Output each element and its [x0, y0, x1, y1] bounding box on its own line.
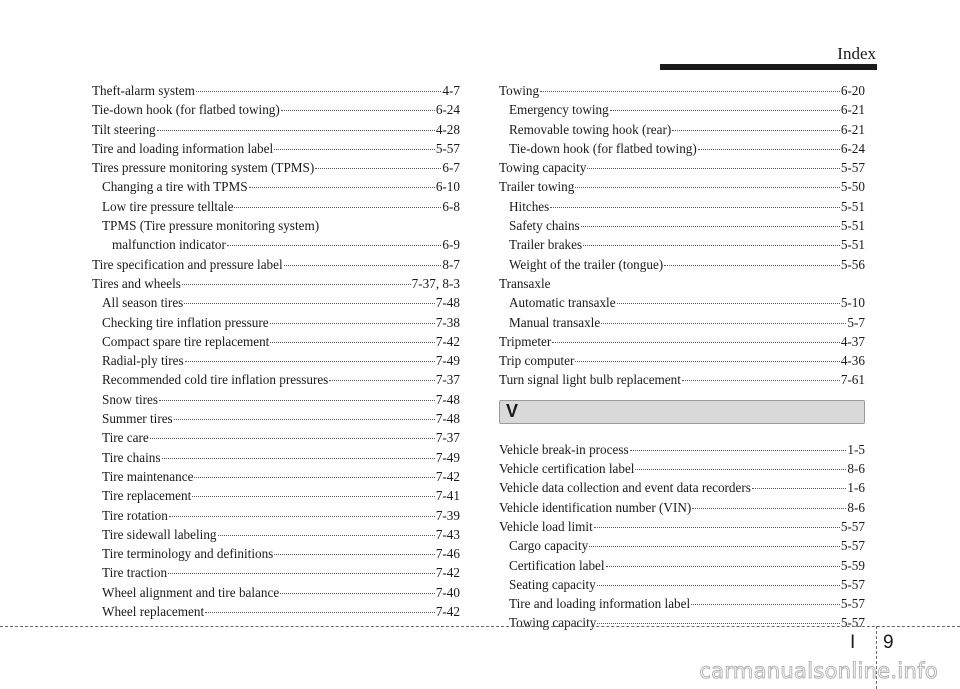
index-entry-label: Tire maintenance [102, 468, 194, 484]
dot-leader [630, 450, 847, 451]
index-entry-page: 7-38 [435, 314, 460, 330]
index-entry-page: 5-51 [840, 218, 865, 234]
index-entry-page: 1-5 [847, 441, 865, 457]
index-entry-page: 5-10 [840, 295, 865, 311]
dot-leader [617, 303, 840, 304]
index-entry-page: 5-59 [840, 557, 865, 573]
dot-leader [169, 516, 435, 517]
index-entry-label: Tire traction [102, 565, 168, 581]
index-entry-label: Towing capacity [499, 160, 587, 176]
index-entry-page: 6-20 [840, 83, 865, 98]
watermark: carmanualsonline.info [699, 659, 938, 683]
index-entry-page: 7-42 [435, 333, 460, 349]
index-entry-label: Tie-down hook (for flatbed towing) [92, 102, 280, 118]
dot-leader [587, 168, 839, 169]
dot-leader [185, 361, 435, 362]
index-entry [92, 274, 460, 293]
dot-leader [594, 527, 840, 528]
dot-leader [194, 477, 434, 478]
index-entry [499, 100, 865, 119]
index-entry-page: 5-50 [840, 179, 865, 195]
index-entry-label: Low tire pressure telltale [102, 198, 234, 214]
index-entry-label: Trailer towing [499, 179, 575, 195]
index-entry [92, 428, 460, 447]
index-entry-page: 6-21 [840, 102, 865, 118]
index-entry [92, 486, 460, 505]
index-entry [499, 370, 865, 389]
dot-leader [192, 496, 435, 497]
dot-leader [150, 438, 435, 439]
index-entry-label: Emergency towing [509, 102, 609, 118]
index-entry-label: Hitches [509, 198, 550, 214]
index-entry [499, 255, 865, 274]
index-entry-page: 6-7 [442, 160, 460, 176]
index-group-v [499, 440, 865, 633]
index-entry [92, 370, 460, 389]
dot-leader [589, 546, 840, 547]
index-entry-label: Tire terminology and definitions [102, 546, 274, 562]
dot-leader [205, 612, 435, 613]
index-entry-page: 4-36 [840, 353, 865, 369]
index-entry [499, 440, 865, 459]
dot-leader [635, 469, 846, 470]
index-entry [499, 235, 865, 254]
index-entry-label: Tire sidewall labeling [102, 526, 217, 542]
index-entry [92, 255, 460, 274]
index-entry-page: 6-21 [840, 121, 865, 137]
index-entry [92, 158, 460, 177]
dot-leader [274, 149, 435, 150]
index-entry-page: 7-37, 8-3 [411, 275, 460, 291]
index-entry [92, 525, 460, 544]
index-entry: TPMS (Tire pressure monitoring system) [102, 218, 320, 234]
index-entry [92, 409, 460, 428]
dot-leader [552, 342, 840, 343]
index-entry-label: All season tires [102, 295, 184, 311]
index-entry-page: 6-24 [840, 140, 865, 156]
index-entry-page: 7-37 [435, 372, 460, 388]
index-entry-label: Changing a tire with TPMS [102, 179, 248, 195]
index-entry-page: 7-48 [435, 295, 460, 311]
index-entry [92, 583, 460, 602]
index-entry-page: 5-57 [840, 596, 865, 612]
index-entry-page: 8-6 [847, 499, 865, 515]
index-entry-page: 4-37 [840, 333, 865, 349]
index-entry-label: Compact spare tire replacement [102, 333, 270, 349]
index-entry [499, 478, 865, 497]
footer-page-number: 9 [883, 632, 894, 653]
dot-leader [162, 458, 435, 459]
index-entry [92, 81, 460, 100]
index-entry [92, 100, 460, 119]
dot-leader [196, 91, 442, 92]
dot-leader [691, 604, 840, 605]
index-entry [499, 158, 865, 177]
dot-leader [575, 361, 839, 362]
index-entry-page: 7-42 [435, 468, 460, 484]
index-entry-page: 6-9 [442, 237, 460, 253]
index-entry-page: 5-57 [840, 615, 865, 631]
dot-leader [315, 168, 441, 169]
index-entry-label: Cargo capacity [509, 538, 589, 554]
index-entry-label: Safety chains [509, 218, 580, 234]
index-entry-label: Vehicle identification number (VIN) [499, 499, 692, 515]
index-entry-page: 6-10 [435, 179, 460, 195]
index-entry [92, 332, 460, 351]
dot-leader [227, 245, 442, 246]
index-entry [92, 197, 460, 216]
index-entry-label: Certification label [509, 557, 605, 573]
index-entry [92, 120, 460, 139]
index-entry-page: 7-42 [435, 565, 460, 581]
index-entry-page: 7-49 [435, 353, 460, 369]
index-entry-label: Removable towing hook (rear) [509, 121, 672, 137]
index-group-t [499, 81, 865, 390]
dot-leader [249, 187, 435, 188]
index-entry-page: 7-42 [435, 604, 460, 620]
index-entry-page: 6-24 [435, 102, 460, 118]
index-entry [499, 498, 865, 517]
index-entry [92, 602, 460, 621]
index-entry [92, 506, 460, 525]
index-entry-label: Tie-down hook (for flatbed towing) [509, 140, 697, 156]
index-entry [92, 351, 460, 370]
index-entry-page: 7-41 [435, 488, 460, 504]
dot-leader [610, 110, 840, 111]
index-entry [499, 81, 865, 100]
index-entry [499, 536, 865, 555]
index-entry [499, 313, 865, 332]
index-entry-label: Tire chains [102, 449, 161, 465]
index-entry-label: Weight of the trailer (tongue) [509, 256, 664, 272]
index-entry-label: Automatic transaxle [509, 295, 616, 311]
index-entry [499, 120, 865, 139]
index-entry [499, 177, 865, 196]
dot-leader [157, 130, 435, 131]
index-entry-label: Vehicle break-in process [499, 441, 629, 457]
index-entry-label: Manual transaxle [509, 314, 601, 330]
dot-leader [270, 342, 434, 343]
dot-leader [174, 419, 435, 420]
index-entry [499, 517, 865, 536]
index-entry-page: 7-49 [435, 449, 460, 465]
index-entry-label: Tire replacement [102, 488, 192, 504]
index-entry-page: 7-61 [840, 372, 865, 388]
index-entry [92, 235, 460, 254]
index-entry-page: 7-37 [435, 430, 460, 446]
index-entry [499, 556, 865, 575]
page-header-title: Index [837, 44, 876, 63]
section-letter: V [506, 401, 519, 422]
index-entry-label: Seating capacity [509, 576, 596, 592]
index-entry [499, 216, 865, 235]
dot-leader [550, 207, 840, 208]
index-entry [499, 197, 865, 216]
dot-leader [540, 91, 840, 92]
dot-leader [597, 623, 839, 624]
index-entry-label: Tilt steering [92, 121, 156, 137]
index-entry-page: 5-57 [840, 160, 865, 176]
dot-leader [270, 323, 435, 324]
index-entry-label: Theft-alarm system [92, 83, 195, 98]
index-entry [92, 467, 460, 486]
index-entry-page: 5-51 [840, 198, 865, 214]
index-entry-label: Tire specification and pressure label [92, 256, 283, 272]
section-letter-box [499, 400, 865, 424]
dot-leader [682, 380, 840, 381]
index-entry-label: Summer tires [102, 411, 173, 427]
index-entry-label: Tires pressure monitoring system (TPMS) [92, 160, 315, 176]
index-entry-label: Snow tires [102, 391, 159, 407]
index-entry-page: 7-46 [435, 546, 460, 562]
index-entry-page: 4-7 [442, 83, 460, 98]
index-entry-label: Trailer brakes [509, 237, 583, 253]
index-entry-page: 7-40 [435, 584, 460, 600]
index-entry-label: Wheel replacement [102, 604, 205, 620]
index-entry-page: 7-39 [435, 507, 460, 523]
index-entry [499, 293, 865, 312]
dot-leader [182, 284, 411, 285]
index-entry [92, 139, 460, 158]
index-entry [499, 459, 865, 478]
index-entry-label: Vehicle certification label [499, 461, 635, 477]
index-entry-label: Towing capacity [509, 615, 597, 631]
index-entry [499, 575, 865, 594]
index-entry [499, 613, 865, 632]
index-entry-label: Vehicle data collection and event data recorders [499, 480, 751, 496]
index-entry-page: 5-57 [840, 538, 865, 554]
dot-leader [752, 488, 847, 489]
dot-leader [284, 265, 442, 266]
index-entry [92, 390, 460, 409]
index-entry [92, 293, 460, 312]
index-entry-label: malfunction indicator [112, 237, 226, 253]
index-entry [92, 448, 460, 467]
index-entry [499, 332, 865, 351]
index-entry-label: Radial-ply tires [102, 353, 184, 369]
index-entry [92, 313, 460, 332]
index-entry-label: Recommended cold tire inflation pressures [102, 372, 329, 388]
index-entry [499, 351, 865, 370]
dot-leader [575, 187, 839, 188]
dot-leader [597, 585, 840, 586]
dot-leader [168, 573, 435, 574]
dot-leader [601, 323, 846, 324]
dot-leader [234, 207, 441, 208]
index-entry [499, 594, 865, 613]
index-entry-label: Tire rotation [102, 507, 168, 523]
dot-leader [218, 535, 435, 536]
dot-leader [672, 130, 840, 131]
dot-leader [329, 380, 434, 381]
index-entry [92, 544, 460, 563]
index-entry-page: 1-6 [847, 480, 865, 496]
footer-section-label: I [850, 632, 856, 653]
index-entry-label: Trip computer [499, 353, 575, 369]
index-entry-label: Tires and wheels [92, 275, 181, 291]
index-entry-page: 5-57 [840, 518, 865, 534]
index-entry: Transaxle [499, 275, 551, 291]
index-entry-label: Tripmeter [499, 333, 552, 349]
dot-leader [606, 566, 840, 567]
dot-leader [280, 593, 435, 594]
index-entry [92, 563, 460, 582]
index-entry-page: 5-7 [847, 314, 865, 330]
dot-leader [698, 149, 840, 150]
index-column-left [92, 81, 460, 621]
index-entry-page: 8-7 [442, 256, 460, 272]
index-entry-label: Checking tire inflation pressure [102, 314, 269, 330]
index-entry-page: 6-8 [442, 198, 460, 214]
index-entry [92, 177, 460, 196]
header-bar [660, 64, 877, 70]
index-entry-page: 7-48 [435, 391, 460, 407]
index-entry-label: Tire and loading information label [509, 596, 691, 612]
index-entry-page: 5-57 [435, 140, 460, 156]
index-column-right [499, 81, 865, 633]
index-entry-label: Vehicle load limit [499, 518, 593, 534]
index-entry-page: 7-43 [435, 526, 460, 542]
index-entry [499, 139, 865, 158]
index-entry-label: Turn signal light bulb replacement [499, 372, 681, 388]
footer-divider [0, 626, 960, 627]
dot-leader [692, 508, 846, 509]
index-entry-page: 5-57 [840, 576, 865, 592]
index-entry-page: 5-51 [840, 237, 865, 253]
dot-leader [583, 245, 840, 246]
dot-leader [159, 400, 435, 401]
index-entry-label: Wheel alignment and tire balance [102, 584, 280, 600]
index-entry-page: 5-56 [840, 256, 865, 272]
dot-leader [664, 265, 840, 266]
index-entry-page: 7-48 [435, 411, 460, 427]
index-entry-page: 8-6 [847, 461, 865, 477]
index-entry-label: Tire care [102, 430, 149, 446]
dot-leader [581, 226, 840, 227]
dot-leader [274, 554, 435, 555]
index-entry-label: Towing [499, 83, 540, 98]
dot-leader [184, 303, 435, 304]
index-entry-label: Tire and loading information label [92, 140, 274, 156]
dot-leader [281, 110, 435, 111]
index-entry-page: 4-28 [435, 121, 460, 137]
